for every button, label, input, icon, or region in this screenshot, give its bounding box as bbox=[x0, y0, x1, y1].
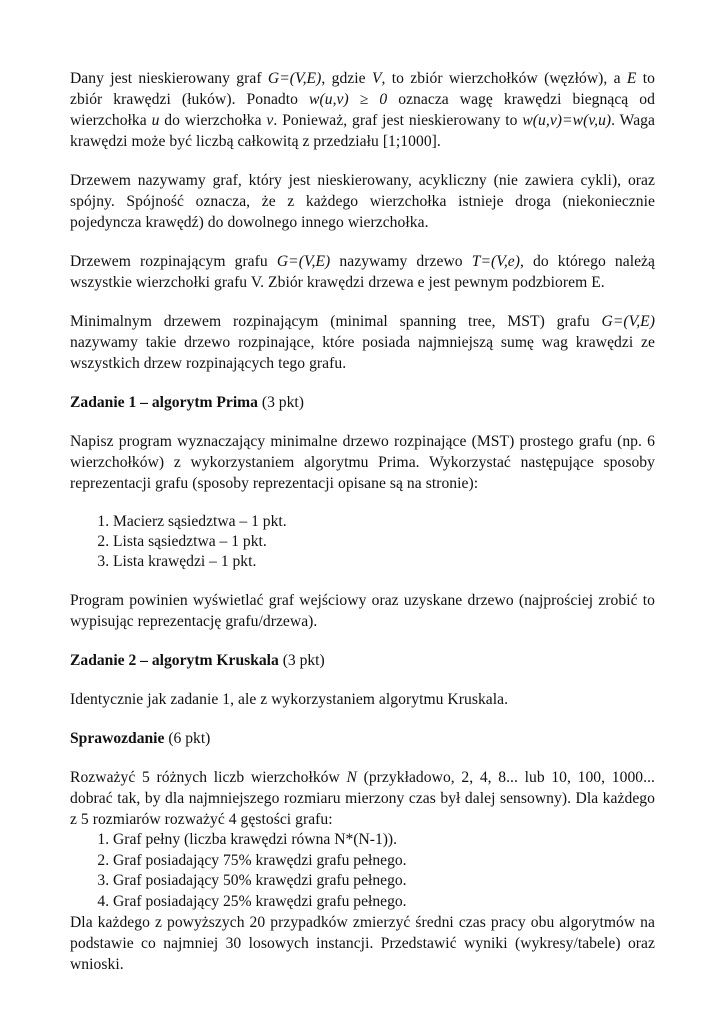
task1-points: (3 pkt) bbox=[257, 394, 304, 411]
symmetry-symbol: w(u,v)=w(v,u) bbox=[522, 112, 612, 129]
list-item: 1. Macierz sąsiedztwa – 1 pkt. bbox=[113, 512, 655, 532]
list-item: 1. Graf pełny (liczba krawędzi równa N*(N-1)). bbox=[113, 830, 655, 851]
text: do wierzchołka bbox=[159, 112, 267, 129]
text: , do którego należą wszystkie wierzchołki grafu V. Zbiór krawędzi drzewa e jest pewnym podzbiorem E. bbox=[70, 253, 655, 291]
task2-title: Zadanie 2 – algorytm Kruskala bbox=[70, 652, 279, 669]
task2-heading bbox=[70, 650, 655, 671]
document-page bbox=[70, 68, 655, 975]
task1-heading bbox=[70, 392, 655, 413]
task1-description: Napisz program wyznaczający minimalne drzewo rozpinające (MST) prostego grafu (np. 6 wierzchołków) z wykorzystaniem algorytmu Prima. Wykorzystać następujące sposoby reprezentacji grafu (sposoby reprezentacji opisane są na stronie): bbox=[70, 433, 655, 492]
report-points: (6 pkt) bbox=[164, 730, 211, 747]
report-conclusion: Dla każdego z powyższych 20 przypadków zmierzyć średni czas pracy obu algorytmów na podstawie co najmniej 30 losowych instancji. Przedstawić wyniki (wykresy/tabele) oraz wnioski. bbox=[70, 914, 655, 973]
text: to zbiór krawędzi (łuków). Ponadto bbox=[70, 70, 655, 108]
report-heading bbox=[70, 728, 655, 749]
text: . Ponieważ, graf jest nieskierowany to bbox=[273, 112, 523, 129]
tree-symbol: T=(V,e) bbox=[471, 253, 520, 270]
task1-title: Zadanie 1 – algorytm Prima bbox=[70, 394, 258, 411]
text: Dany jest nieskierowany graf bbox=[70, 70, 268, 87]
list-item: 2. Lista sąsiedztwa – 1 pkt. bbox=[113, 532, 655, 552]
graph-symbol: G=(V,E) bbox=[601, 313, 655, 330]
task2-points: (3 pkt) bbox=[278, 652, 325, 669]
list-item: 3. Graf posiadający 50% krawędzi grafu pełnego. bbox=[113, 871, 655, 892]
report-list bbox=[70, 830, 655, 912]
v-symbol: v bbox=[266, 112, 274, 129]
vertex-set-symbol: V bbox=[371, 70, 382, 87]
edge-set-symbol: E bbox=[626, 70, 637, 87]
text: , to zbiór wierzchołków (węzłów), a bbox=[381, 70, 627, 87]
list-item: 3. Lista krawędzi – 1 pkt. bbox=[113, 552, 655, 572]
mst-definition-paragraph bbox=[70, 311, 655, 374]
text: nazywamy takie drzewo rozpinające, które posiada najmniejszą sumę wag krawędzi ze wszystkich drzew rozpinających tego grafu. bbox=[70, 334, 655, 372]
text: Rozważyć 5 różnych liczb wierzchołków bbox=[70, 769, 347, 786]
graph-symbol: G=(V,E) bbox=[276, 253, 331, 270]
report-title: Sprawozdanie bbox=[70, 730, 165, 747]
u-symbol: u bbox=[151, 112, 160, 129]
text: Minimalnym drzewem rozpinającym (minimal spanning tree, MST) grafu bbox=[70, 313, 602, 330]
task1-output-paragraph: Program powinien wyświetlać graf wejściowy oraz uzyskane drzewo (najprościej zrobić to wypisując reprezentację grafu/drzewa). bbox=[70, 592, 655, 630]
n-symbol: N bbox=[346, 769, 357, 786]
list-item: 4. Graf posiadający 25% krawędzi grafu pełnego. bbox=[113, 892, 655, 913]
task1-list bbox=[70, 512, 655, 572]
spanning-tree-paragraph bbox=[70, 251, 655, 293]
text: Drzewem rozpinającym grafu bbox=[70, 253, 277, 270]
text: , gdzie bbox=[321, 70, 372, 87]
tree-definition-paragraph: Drzewem nazywamy graf, który jest nieskierowany, acykliczny (nie zawiera cykli), oraz spójny. Spójność oznacza, że z każdego wierzchołka istnieje droga (niekoniecznie pojedyncza krawędź) do dowolnego innego wierzchołka. bbox=[70, 172, 655, 231]
weight-symbol: w(u,v) ≥ 0 bbox=[309, 91, 388, 108]
list-item: 2. Graf posiadający 75% krawędzi grafu pełnego. bbox=[113, 851, 655, 872]
text: . Waga krawędzi może być liczbą całkowitą z przedziału [1;1000]. bbox=[70, 112, 655, 150]
task2-description: Identycznie jak zadanie 1, ale z wykorzystaniem algorytmu Kruskala. bbox=[70, 691, 509, 708]
text: nazywamy drzewo bbox=[330, 253, 472, 270]
graph-symbol: G=(V,E) bbox=[267, 70, 322, 87]
graph-definition-paragraph bbox=[70, 68, 655, 152]
text: oznacza wagę krawędzi biegnącą od wierzchołka bbox=[70, 91, 655, 129]
report-description bbox=[70, 767, 655, 830]
text: (przykładowo, 2, 4, 8... lub 10, 100, 1000... dobrać tak, by dla najmniejszego rozmiaru mierzony czas był dalej sensowny). Dla każdego z 5 rozmiarów rozważyć 4 gęstości grafu: bbox=[70, 769, 655, 828]
